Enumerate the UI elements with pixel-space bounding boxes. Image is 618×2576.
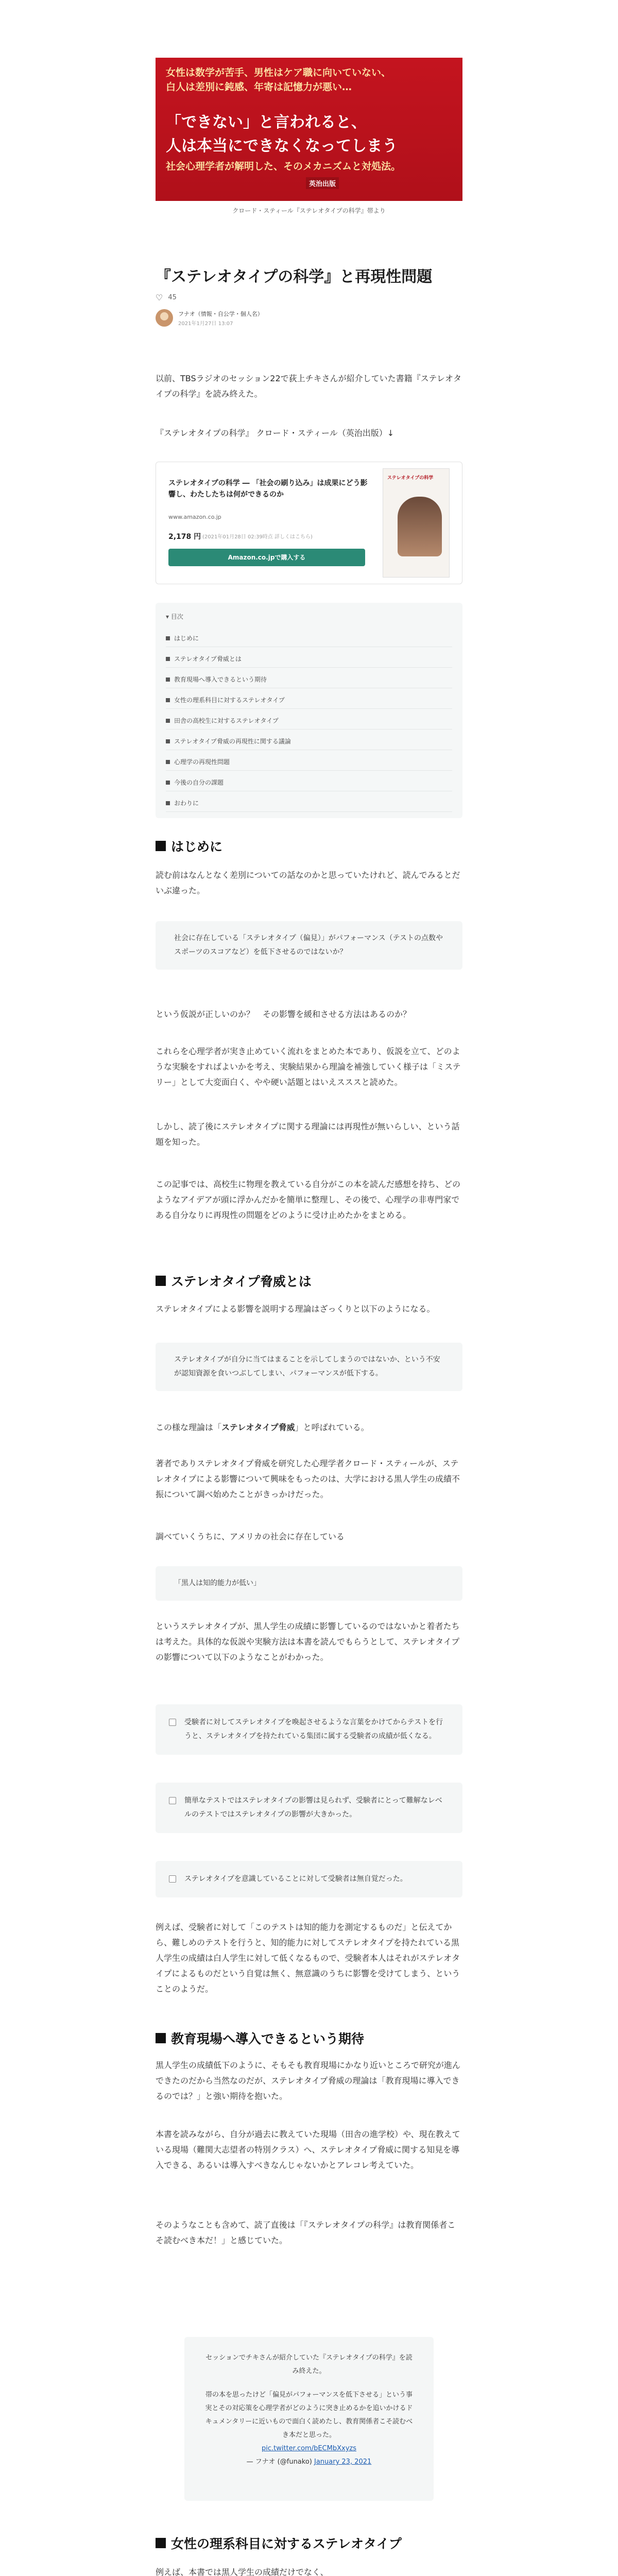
paragraph: という仮説が正しいのか？ その影響を緩和させる方法はあるのか？ (156, 1009, 411, 1019)
chevron-down-icon[interactable]: ▾ (166, 613, 171, 620)
bullet-icon (166, 636, 170, 640)
hero-line: 白人は差別に鈍感、年寄は記憶力が悪い… (166, 81, 352, 93)
cover-title: ステレオタイプの科学 (387, 476, 434, 481)
checklist-item: 受験者に対してステレオタイプを喚起させるような言葉をかけてからテストを行うと、ステレオタイプを持たれている集団に属する受験者の成績が低くなる。 (156, 1704, 462, 1755)
paragraph: これらを心理学者が実き止めていく流れをまとめた本であり、仮説を立て、どのような実験をすればよいかを考え、実験結果から理論を補強していく様子は「ミステリー」として大変面白く、やや硬い話題とはいえスススと読めた。 (156, 1046, 461, 1087)
toc-item[interactable]: ステレオタイプ脅威とは (166, 650, 452, 668)
like-count: 45 (168, 294, 177, 301)
toc-item[interactable]: おわりに (166, 794, 452, 812)
section-heading: 教育現場へ導入できるという期待 (156, 2029, 462, 2047)
hero-caption: クロード・スティール『ステレオタイプの科学』帯より (232, 207, 386, 214)
embed-title[interactable]: ステレオタイプの科学 ― 「社会の刷り込み」は成果にどう影響し、わたしたちは何ができるのか (168, 479, 368, 499)
bullet-icon (166, 801, 170, 805)
embed-price-note: (2021年01月28日 02:39時点 詳しくはこちら) (202, 534, 313, 540)
checkbox-icon (169, 1797, 176, 1804)
toc-item[interactable]: 心理学の再現性問題 (166, 753, 452, 771)
checklist-item: 簡単なテストではステレオタイプの影響は見られず、受験者にとって難解なレベルのテストではステレオタイプの影響が大きかった。 (156, 1783, 462, 1833)
hero-publisher: 英治出版 (306, 177, 339, 189)
quote-block: 社会に存在している「ステレオタイプ（偏見）」がパフォーマンス（テストの点数やスポーツのスコアなど）を低下させるのではないか？ (156, 921, 462, 970)
toc-item[interactable]: はじめに (166, 630, 452, 647)
square-icon (156, 1276, 166, 1286)
embed-site: www.amazon.co.jp (168, 514, 221, 520)
bullet-icon (166, 760, 170, 764)
toc-item[interactable]: 田舎の高校生に対するステレオタイプ (166, 712, 452, 730)
section-heading: 女性の理系科目に対するステレオタイプ (156, 2534, 462, 2552)
square-icon (156, 841, 166, 851)
paragraph: というステレオタイプが、黒人学生の成績に影響しているのではないかと着者たちは考えた。具体的な仮説や実験方法は本書を読んでもらうとして、ステレオタイプの影響について以下のようなことがわかった。 (156, 1621, 460, 1662)
tweet-image-link[interactable]: pic.twitter.com/bECMbXxyzs (261, 2445, 356, 2452)
paragraph: 読む前はなんとなく差別についての話なのかと思っていたけれど、読んでみるとだいぶ違った。 (156, 870, 460, 895)
checklist-item: ステレオタイプを意識していることに対して受験者は無自覚だった。 (156, 1861, 462, 1897)
paragraph: この様な理論は「ステレオタイプ脅威」と呼ばれている。 (156, 1422, 369, 1432)
bullet-icon (166, 657, 170, 661)
paragraph: 本書を読みながら、自分が過去に教えていた現場（田舎の進学校）や、現在教えている現場（難関大志望者の特別クラス）へ、ステレオタイプ脅威に関する知見を導入できる、あるいは導入すべきなんじゃないかとアレコレ考えていた。 (156, 2129, 460, 2170)
section-heading: ステレオタイプ脅威とは (156, 1272, 462, 1290)
avatar[interactable] (156, 309, 173, 327)
hero-image (156, 58, 462, 201)
page-title: 『ステレオタイプの科学』と再現性問題 (156, 268, 433, 286)
checkbox-icon (169, 1875, 176, 1883)
bullet-icon (166, 739, 170, 743)
paragraph: 例えば、本書では黒人学生の成績だけでなく、 (156, 2567, 329, 2576)
table-of-contents (156, 603, 462, 818)
paragraph: 著者でありステレオタイプ脅威を研究した心理学者クロード・スティールが、ステレオタイプによる影響について興味をもったのは、大学における黒人学生の成績不振について調べ始めたことがきっかけだった。 (156, 1459, 460, 1499)
author-name[interactable]: フナオ（情報・自公学・個人名） (178, 310, 263, 317)
amazon-buy-button[interactable]: Amazon.co.jpで購入する (168, 549, 365, 566)
paragraph: 『ステレオタイプの科学』 クロード・スティール（英治出版）↓ (156, 428, 394, 438)
quote-block: ステレオタイプが自分に当てはまることを示してしまうのではないか、という不安が認知資源を食いつぶしてしまい、パフォーマンスが低下する。 (156, 1343, 462, 1391)
toc-item[interactable]: 今後の自分の課題 (166, 774, 452, 791)
book-embed-card[interactable] (156, 462, 462, 584)
paragraph: ステレオタイプによる影響を説明する理論はざっくりと以下のようになる。 (156, 1304, 435, 1314)
tweet-signature: — フナオ (@funako) January 23, 2021 (246, 2458, 372, 2466)
checkbox-icon (169, 1719, 176, 1726)
author-block (156, 309, 263, 327)
toc-item[interactable]: 教育現場へ導入できるという期待 (166, 671, 452, 688)
emphasis-text: ステレオタイプ脅威 (221, 1422, 295, 1432)
section-heading: はじめに (156, 837, 462, 855)
post-date: 2021年1月27日 13:07 (178, 320, 233, 327)
paragraph: そのようなことも含めて、読了直後は「『ステレオタイプの科学』は教育関係者こそ読むべき本だ！」と感じていた。 (156, 2220, 456, 2245)
bullet-icon (166, 719, 170, 723)
hero-line: 人は本当にできなくなってしまう (166, 137, 398, 155)
toc-heading: ▾ 目次 (166, 613, 183, 620)
bullet-icon (166, 698, 170, 702)
toc-item[interactable]: ステレオタイプ脅威の再現性に関する議論 (166, 733, 452, 750)
tweet-text: セッションでチキさんが紹介していた『ステレオタイプの科学』を読み終えた。 (205, 2354, 413, 2375)
paragraph: しかし、読了後にステレオタイプに関する理論には再現性が無いらしい、という話題を知った。 (156, 1122, 460, 1147)
embedded-tweet[interactable] (184, 2337, 434, 2501)
hero-line: 社会心理学者が解明した、そのメカニズムと対処法。 (166, 161, 401, 172)
paragraph: 調べていくうちに、アメリカの社会に存在している (156, 1532, 345, 1541)
bullet-icon (166, 677, 170, 682)
paragraph: この記事では、高校生に物理を教えている自分がこの本を読んだ感想を持ち、どのようなアイデアが頭に浮かんだかを簡単に整理し、その後で、心理学の非専門家である自分なりに再現性の問題をどのように受け止めたかをまとめる。 (156, 1179, 461, 1220)
hero-line: 女性は数学が苦手、男性はケア職に向いていない、 (166, 67, 391, 78)
embed-price: 2,178 円 (168, 533, 201, 541)
cover-portrait (398, 497, 442, 556)
tweet-text: 帯の本を思ったけど「偏見がパフォーマンスを低下させる」という事実とその対応策を心理学者がどのように突き止めるかを追いかけるドキュメンタリーに近いもので面白く読めたし、教育関係者こそ読むべき本だと思った。 (205, 2391, 413, 2439)
hero-line: 「できない」と言われると、 (166, 113, 367, 131)
paragraph: 以前、TBSラジオのセッション22で荻上チキさんが紹介していた書籍『ステレオタイプの科学』を読み終えた。 (156, 374, 462, 399)
heart-icon[interactable]: ♡ (156, 293, 163, 302)
book-cover-image[interactable] (383, 468, 450, 578)
quote-block: 「黒人は知的能力が低い」 (156, 1566, 462, 1601)
square-icon (156, 2033, 166, 2043)
paragraph: 黒人学生の成績低下のように、そもそも教育現場にかなり近いところで研究が進んできたのだから当然なのだが、ステレオタイプ脅威の理論は「教育現場に導入できるのでは？」と強い期待を抱いた。 (156, 2060, 460, 2101)
paragraph: 例えば、受験者に対して「このテストは知的能力を測定するものだ」と伝えてから、難しめのテストを行うと、知的能力に対してステレオタイプを持たれている黒人学生の成績は白人学生に対して低くなるもので、受験者本人はそれがステレオタイプによるものだという自覚は無く、無意識のうちに影響を受けてしまう、ということのようだ。 (156, 1922, 460, 1994)
bullet-icon (166, 781, 170, 785)
square-icon (156, 2538, 166, 2548)
tweet-date-link[interactable]: January 23, 2021 (314, 2458, 372, 2466)
like-area (156, 293, 177, 302)
toc-item[interactable]: 女性の理系科目に対するステレオタイプ (166, 691, 452, 709)
